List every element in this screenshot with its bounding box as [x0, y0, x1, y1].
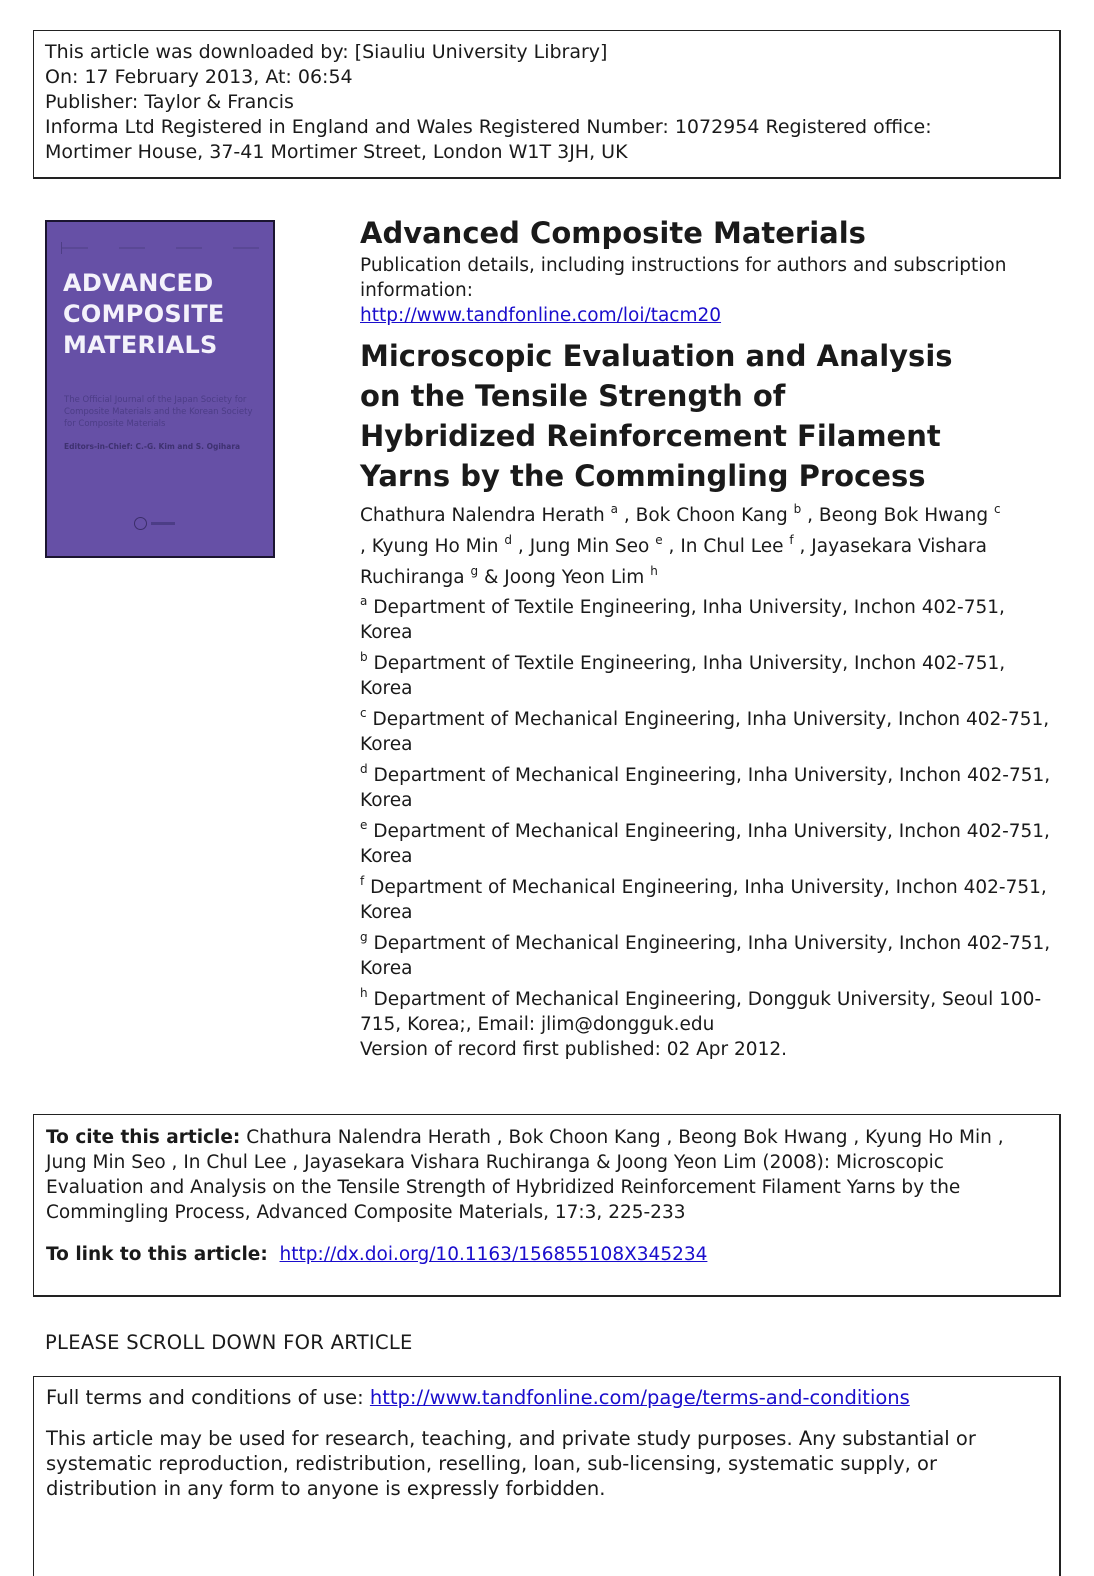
scroll-down-note: PLEASE SCROLL DOWN FOR ARTICLE: [45, 1331, 413, 1354]
affiliation: $^f$ Department of Mechanical Engineering, Inha University, Inchon 402-751, Korea: [360, 874, 1047, 923]
author-name: In Chul Lee: [680, 536, 784, 557]
cover-header-bar: [61, 242, 259, 254]
affiliation: $^b$ Department of Textile Engineering, Inha University, Inchon 402-751, Korea: [360, 650, 1006, 699]
version-of-record: Version of record first published: 02 Apr 2012.: [360, 1039, 787, 1060]
cite-text: Chathura Nalendra Herath , Bok Choon Kang , Beong Bok Hwang , Kyung Ho Min , Jung Min Seo , In Chul Lee , Jayasekara Vishara Ruchiranga & Joong Yeon Lim (2008): Microscopic Evaluation and Analysis on the Tensile Strength of Hybridized Reinforcement Filament Yarns by the Commingling Process, Advanced Composite Materials, 17:3, 225-233: [46, 1127, 1004, 1223]
affiliation: $^e$ Department of Mechanical Engineering, Inha University, Inchon 402-751, Korea: [360, 818, 1050, 867]
cover-editors: Editors-in-Chief: C.-G. Kim and S. Ogihara: [64, 442, 241, 451]
journal-url-link[interactable]: http://www.tandfonline.com/loi/tacm20: [360, 305, 722, 326]
terms-label: Full terms and conditions of use:: [46, 1386, 364, 1409]
cover-subtitle: The Official Journal of the Japan Society for Composite Materials and the Korean Society for Composite Materials: [64, 395, 253, 429]
terms-link[interactable]: http://www.tandfonline.com/page/terms-and-conditions: [369, 1386, 910, 1409]
author-name: Beong Bok Hwang: [818, 505, 989, 526]
affiliation: $^c$ Department of Mechanical Engineering, Inha University, Inchon 402-751, Korea: [360, 706, 1050, 755]
affiliation: $^d$ Department of Mechanical Engineering, Inha University, Inchon 402-751, Korea: [360, 762, 1051, 811]
terms-box: [33, 1376, 1061, 1576]
author-name: Bok Choon Kang: [635, 505, 788, 526]
download-notice-line: Mortimer House, 37-41 Mortimer Street, London W1T 3JH, UK: [45, 141, 628, 163]
doi-link[interactable]: http://dx.doi.org/10.1163/156855108X345234: [279, 1244, 708, 1265]
download-notice-line: On: 17 February 2013, At: 06:54: [45, 66, 353, 88]
citation-box: [33, 1114, 1061, 1297]
affiliation: $^a$ Department of Textile Engineering, Inha University, Inchon 402-751, Korea: [360, 594, 1005, 643]
link-paragraph: [46, 1242, 1047, 1267]
author-name: Joong Yeon Lim: [504, 567, 645, 588]
journal-title: Advanced Composite Materials: [360, 216, 866, 250]
link-label: To link to this article:: [46, 1244, 268, 1265]
cover-title: ADVANCED COMPOSITE MATERIALS: [63, 269, 225, 359]
article-title: Microscopic Evaluation and Analysis on the Tensile Strength of Hybridized Reinforcement Filament Yarns by the Commingling Process: [360, 339, 953, 493]
affiliation: $^g$ Department of Mechanical Engineering, Inha University, Inchon 402-751, Korea: [360, 930, 1051, 979]
author-name: Jayasekara Vishara Ruchiranga: [360, 536, 987, 588]
author-name: Chathura Nalendra Herath: [360, 505, 605, 526]
cite-paragraph: [46, 1125, 1047, 1225]
terms-body: This article may be used for research, teaching, and private study purposes. Any substantial or systematic reproduction, redistribution, reselling, loan, sub-licensing, systematic supply, or distribution in any form to anyone is expressly forbidden.: [46, 1427, 976, 1500]
download-notice-box: [33, 30, 1061, 179]
download-notice-line: This article was downloaded by: [Siauliu University Library]: [45, 41, 608, 63]
author-list: Chathura Nalendra Herath $^a$ , Bok Choon Kang $^b$ , Beong Bok Hwang $^c$ , Kyung Ho Min $^d$ , Jung Min Seo $^e$ , In Chul Lee $^f$ , Jayasekara Vishara Ruchiranga $^g$ & Joong Yeon Lim $^h$: [360, 502, 1001, 588]
affiliation: $^h$ Department of Mechanical Engineering, Dongguk University, Seoul 100-715, Korea;, Email: jlim@dongguk.edu: [360, 986, 1042, 1035]
publication-details: Publication details, including instructions for authors and subscription information: http://www.tandfonline.com/loi/tacm20: [360, 255, 1007, 326]
publisher-logo-icon: [134, 517, 175, 530]
cite-label: To cite this article:: [46, 1127, 241, 1148]
author-name: Jung Min Seo: [529, 536, 650, 557]
terms-line: [46, 1385, 1047, 1410]
article-header: [360, 213, 1060, 1062]
affiliation-list: [360, 595, 1060, 1037]
download-notice-line: Publisher: Taylor & Francis: [45, 91, 294, 113]
download-notice-line: Informa Ltd Registered in England and Wales Registered Number: 1072954 Registered office:: [45, 116, 932, 138]
author-name: Kyung Ho Min: [371, 536, 499, 557]
journal-cover-image: [45, 220, 275, 558]
